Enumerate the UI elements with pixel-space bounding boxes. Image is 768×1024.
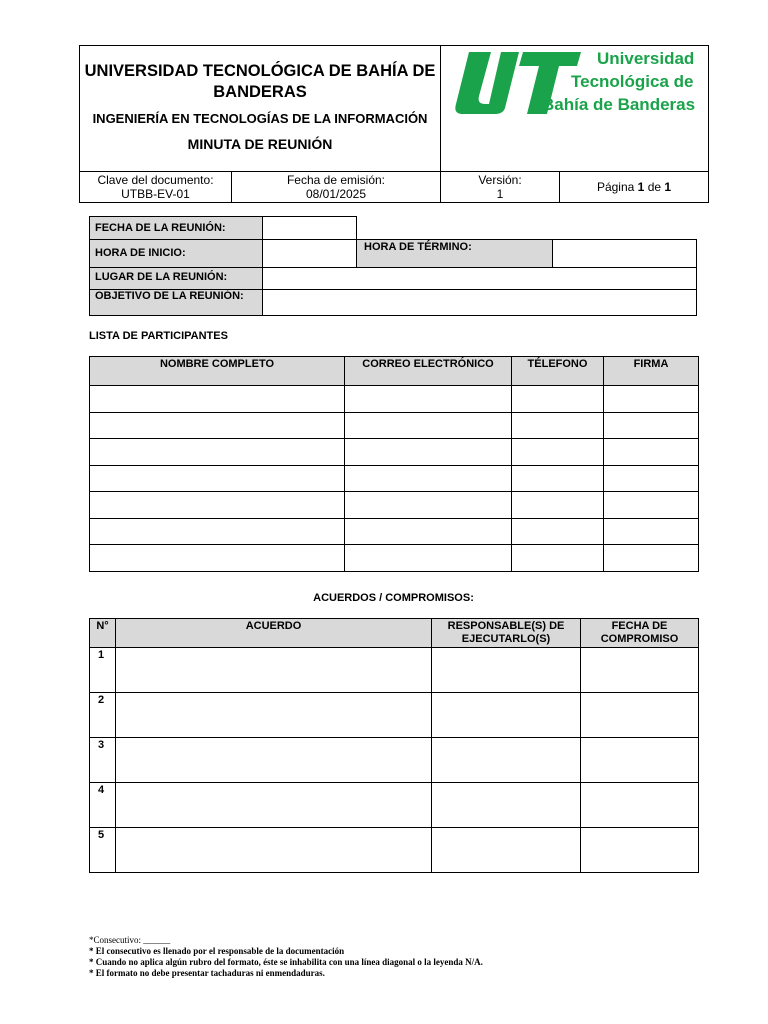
phone-cell[interactable] (512, 492, 604, 519)
signature-cell[interactable] (604, 545, 699, 572)
version-cell (441, 172, 560, 203)
page-of: de (647, 180, 662, 194)
university-name: UNIVERSIDAD TECNOLÓGICA DE BAHÍA DE BANDERAS (84, 62, 436, 101)
agreement-cell[interactable] (116, 648, 432, 693)
table-row (90, 738, 699, 783)
table-row (90, 386, 699, 413)
email-cell[interactable] (345, 518, 512, 545)
col-signature: FIRMA (604, 357, 699, 386)
issue-date-cell (232, 172, 441, 203)
phone-cell[interactable] (512, 545, 604, 572)
table-row (90, 465, 699, 492)
commitment-date-cell[interactable] (581, 828, 699, 873)
col-full-name: NOMBRE COMPLETO (90, 357, 345, 386)
issue-date-label: Fecha de emisión: (286, 173, 386, 187)
page-total: 1 (664, 180, 672, 194)
table-row (90, 545, 699, 572)
col-number: N° (90, 619, 116, 648)
agreement-cell[interactable] (116, 693, 432, 738)
table-row (90, 492, 699, 519)
phone-cell[interactable] (512, 439, 604, 466)
meeting-date-field[interactable] (262, 216, 357, 240)
signature-cell[interactable] (604, 386, 699, 413)
start-time-label-cell (89, 239, 263, 268)
signature-cell[interactable] (604, 465, 699, 492)
doc-key-value: UTBB-EV-01 (121, 187, 190, 201)
row-number: 4 (90, 783, 116, 828)
table-row (90, 439, 699, 466)
meeting-date-label-cell (89, 216, 263, 240)
name-cell[interactable] (90, 545, 345, 572)
footer-note-3: * El formato no debe presentar tachaduras ni enmendaduras. (89, 968, 325, 978)
col-phone: TÉLEFONO (512, 357, 604, 386)
responsible-cell[interactable] (432, 648, 581, 693)
signature-cell[interactable] (604, 412, 699, 439)
doc-key-cell (80, 172, 232, 203)
signature-cell[interactable] (604, 518, 699, 545)
name-cell[interactable] (90, 492, 345, 519)
col-commitment-date: FECHA DE COMPROMISO (581, 619, 699, 648)
logo-cell (441, 46, 709, 172)
email-cell[interactable] (345, 492, 512, 519)
name-cell[interactable] (90, 465, 345, 492)
email-cell[interactable] (345, 465, 512, 492)
email-cell[interactable] (345, 412, 512, 439)
version-label: Versión: (478, 173, 522, 187)
name-cell[interactable] (90, 412, 345, 439)
end-time-label-cell (356, 239, 553, 268)
participants-title: LISTA DE PARTICIPANTES (89, 330, 228, 342)
signature-cell[interactable] (604, 492, 699, 519)
agreement-cell[interactable] (116, 828, 432, 873)
row-number: 1 (90, 648, 116, 693)
email-cell[interactable] (345, 386, 512, 413)
place-field[interactable] (262, 267, 697, 290)
commitment-date-cell[interactable] (581, 693, 699, 738)
end-time-label: HORA DE TÉRMINO: (364, 241, 472, 253)
place-label: LUGAR DE LA REUNIÓN: (95, 271, 228, 283)
row-number: 5 (90, 828, 116, 873)
phone-cell[interactable] (512, 465, 604, 492)
agreements-table (89, 618, 699, 873)
document-title: MINUTA DE REUNIÓN (187, 136, 333, 152)
table-row (90, 783, 699, 828)
page-word: Página (596, 180, 635, 194)
name-cell[interactable] (90, 518, 345, 545)
col-email: CORREO ELECTRÓNICO (345, 357, 512, 386)
footer-note-1: * El consecutivo es llenado por el responsable de la documentación (89, 946, 345, 956)
table-row (90, 648, 699, 693)
program-name: INGENIERÍA EN TECNOLOGÍAS DE LA INFORMACIÓN (92, 111, 428, 126)
col-responsible: RESPONSABLE(S) DE EJECUTARLO(S) (432, 619, 581, 648)
row-number: 2 (90, 693, 116, 738)
document-header (79, 45, 709, 203)
logo-line-1: Universidad (597, 49, 695, 68)
doc-key-label: Clave del documento: (97, 173, 214, 187)
responsible-cell[interactable] (432, 828, 581, 873)
agreement-cell[interactable] (116, 783, 432, 828)
responsible-cell[interactable] (432, 783, 581, 828)
agreement-cell[interactable] (116, 738, 432, 783)
responsible-cell[interactable] (432, 693, 581, 738)
signature-cell[interactable] (604, 439, 699, 466)
email-cell[interactable] (345, 439, 512, 466)
row-number: 3 (90, 738, 116, 783)
phone-cell[interactable] (512, 518, 604, 545)
col-agreement: ACUERDO (116, 619, 432, 648)
phone-cell[interactable] (512, 386, 604, 413)
end-time-field[interactable] (552, 239, 697, 268)
start-time-field[interactable] (262, 239, 357, 268)
logo-line-3: Bahía de Banderas (542, 95, 696, 114)
header-title-cell (80, 46, 441, 172)
commitment-date-cell[interactable] (581, 648, 699, 693)
table-row (90, 693, 699, 738)
objective-field[interactable] (262, 289, 697, 316)
table-row (90, 412, 699, 439)
footer-consecutive: *Consecutivo: ______ (89, 935, 171, 945)
university-logo (441, 46, 709, 171)
page-number: 1 (637, 180, 645, 194)
participants-table (89, 356, 699, 572)
issue-date-value: 08/01/2025 (305, 187, 367, 201)
objective-label-cell (89, 289, 263, 316)
commitment-date-cell[interactable] (581, 783, 699, 828)
objective-label: OBJETIVO DE LA REUNIÓN: (95, 290, 244, 302)
email-cell[interactable] (345, 545, 512, 572)
table-row (90, 828, 699, 873)
footer-note-2: * Cuando no aplica algún rubro del formato, éste se inhabilita con una línea diagonal o la leyenda N/A. (89, 957, 483, 967)
meeting-date-label: FECHA DE LA REUNIÓN: (95, 222, 226, 234)
place-label-cell (89, 267, 263, 290)
phone-cell[interactable] (512, 412, 604, 439)
agreements-title: ACUERDOS / COMPROMISOS: (313, 592, 474, 604)
responsible-cell[interactable] (432, 738, 581, 783)
name-cell[interactable] (90, 439, 345, 466)
commitment-date-cell[interactable] (581, 738, 699, 783)
version-value: 1 (496, 187, 504, 201)
logo-line-2: Tecnológica de (571, 72, 694, 91)
start-time-label: HORA DE INICIO: (95, 247, 186, 259)
page-cell (560, 172, 709, 203)
name-cell[interactable] (90, 386, 345, 413)
table-row (90, 518, 699, 545)
